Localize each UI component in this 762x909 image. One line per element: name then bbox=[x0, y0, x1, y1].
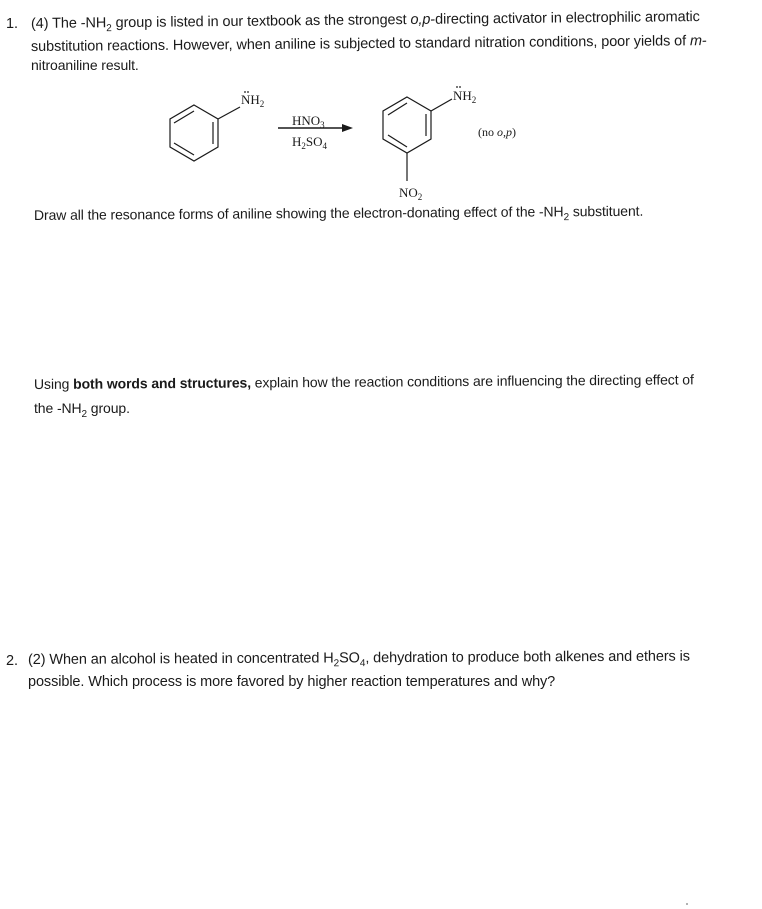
part-a-text-b: substituent. bbox=[568, 202, 644, 220]
part-b-text-b: explain how the reaction conditions are influencing the directing effect of bbox=[250, 371, 694, 391]
question-1-number: 1. bbox=[6, 16, 18, 32]
question-2-number: 2. bbox=[6, 653, 18, 669]
reagent-h2so4: $H_2SO_4$ bbox=[292, 134, 328, 151]
question-1-line-1 bbox=[31, 9, 700, 35]
q1-line1-text-c: -directing activator in electrophilic aromatic bbox=[430, 8, 700, 28]
scan-speck bbox=[686, 903, 688, 905]
part-b-line2-text-b: group. bbox=[87, 400, 130, 416]
question-2-line-1 bbox=[28, 649, 690, 671]
reagent-hno3: $HNO_3$ bbox=[292, 113, 325, 130]
q2-line1-text-c: , dehydration to produce both alkenes and ethers is bbox=[365, 648, 690, 667]
part-a-text-a: Draw all the resonance forms of aniline showing the electron-donating effect of the -NH bbox=[33, 203, 564, 223]
part-a-subscript: 2 bbox=[563, 212, 570, 224]
q1-line2-text-a: substitution reactions. However, when aniline is subjected to standard nitration conditions, poor yields of bbox=[30, 33, 691, 55]
part-b-text-a: Using bbox=[33, 375, 74, 392]
part-b-line2-subscript: 2 bbox=[81, 408, 88, 420]
question-2-line-2: possible. Which process is more favored by higher reaction temperatures and why? bbox=[28, 674, 556, 690]
question-1-line-2 bbox=[31, 33, 707, 55]
q1-line1-subscript: 2 bbox=[106, 23, 112, 35]
no-ortho-para-note: (no o,p) bbox=[478, 125, 516, 139]
question-1-part-b-line-2 bbox=[34, 400, 130, 420]
product-no2-label: $NO_2$ bbox=[399, 185, 423, 202]
aniline-c-n-bond bbox=[218, 107, 240, 119]
q1-line1-italic: o,p bbox=[410, 11, 431, 29]
part-b-bold-text: both words and structures, bbox=[73, 374, 252, 392]
product-benzene-ring bbox=[383, 97, 452, 181]
nitration-reaction-scheme bbox=[160, 85, 540, 210]
q2-line1-text-b: SO bbox=[339, 650, 360, 667]
q2-line1-text-a: (2) When an alcohol is heated in concentrated H bbox=[27, 650, 334, 668]
q1-line2-italic: m bbox=[689, 33, 703, 50]
part-b-line2-text-a: the -NH bbox=[34, 400, 82, 416]
q2-line1-subscript-2: 4 bbox=[359, 658, 366, 670]
q1-line1-text-b: group is listed in our textbook as the strongest bbox=[111, 12, 411, 32]
q1-line2-text-b: - bbox=[701, 33, 707, 50]
product-c-n-bond bbox=[431, 99, 452, 111]
product-nh2-label: $NH_2$ bbox=[453, 88, 477, 105]
aniline-benzene-ring bbox=[170, 105, 240, 161]
reactant-nh2-label: $NH_2$ bbox=[241, 92, 265, 109]
q1-line1-text-a: (4) The -NH bbox=[30, 15, 107, 32]
question-1-part-b-line-1 bbox=[34, 371, 694, 392]
question-1-part-a bbox=[34, 203, 643, 227]
q2-line1-subscript-1: 2 bbox=[333, 658, 340, 670]
question-1-line-3: nitroaniline result. bbox=[31, 57, 139, 73]
